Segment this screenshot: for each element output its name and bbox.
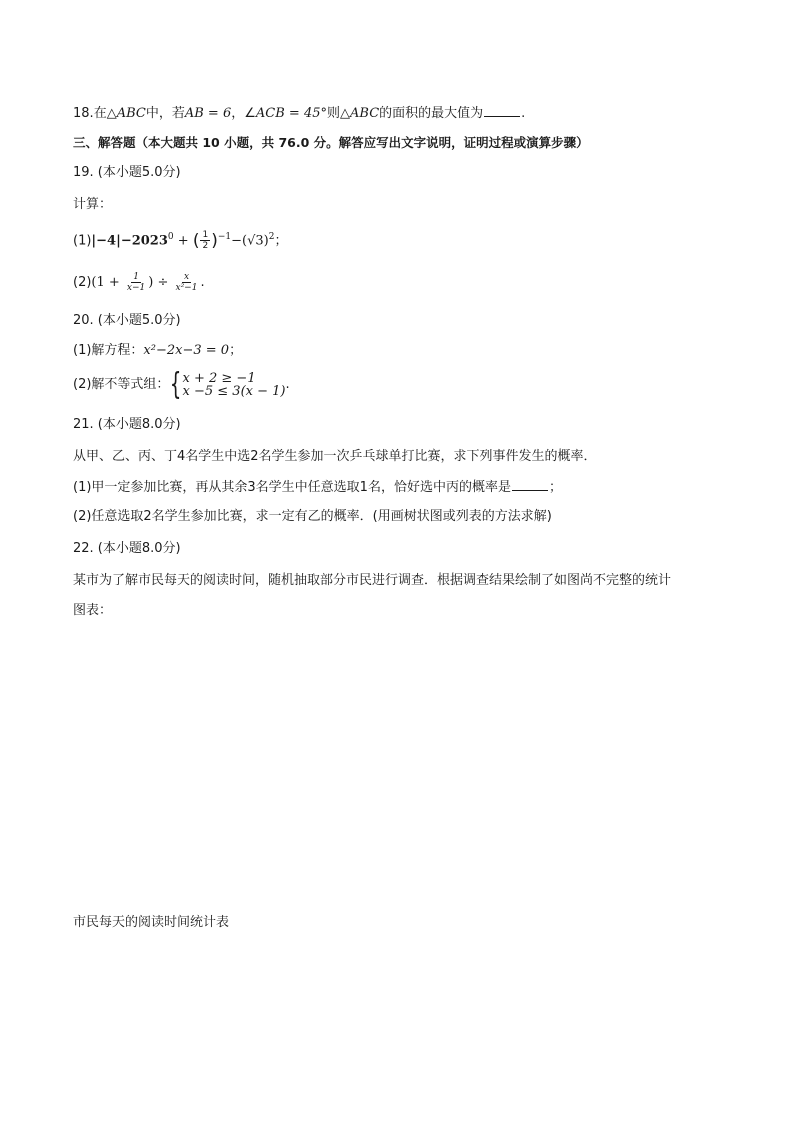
question-19-intro: 计算： — [73, 197, 113, 212]
question-19-header: 19. (本小题5.0分) — [73, 165, 181, 180]
question-22-line-1: 某市为了解市民每天的阅读时间，随机抽取部分市民进行调查．根据调查结果绘制了如图尚不完整的统计 — [73, 573, 672, 588]
question-22-header: 22. (本小题8.0分) — [73, 541, 181, 556]
question-21-part-2: (2)任意选取2名学生参加比赛，求一定有乙的概率．(用画树状图或列表的方法求解) — [73, 509, 552, 524]
question-18: 18.在△ABC中，若AB = 6，∠ACB = 45°则△ABC的面积的最大值为 . — [73, 106, 526, 121]
question-21-header: 21. (本小题8.0分) — [73, 417, 181, 432]
answer-blank — [484, 104, 520, 117]
brace-icon: { — [170, 366, 182, 402]
question-19-part-1: $(1)|-4|-2023^0$ + ( $\frac{1}{2}$ )$^{-1}-(√3)^2$； — [73, 230, 288, 252]
table-caption: 市民每天的阅读时间统计表 — [73, 915, 230, 930]
section-heading: 三、解答题（本大题共 10 小题，共 76.0 分。解答应写出文字说明，证明过程或演算步骤） — [73, 135, 589, 150]
question-21-intro: 从甲、乙、丙、丁4名学生中选2名学生参加一次乒乓球单打比赛，求下列事件发生的概率． — [73, 449, 597, 464]
fraction: $\frac{x}{\text{x²−1}}$ — [175, 272, 198, 293]
fraction: $\frac{1}{2}$ — [202, 230, 209, 252]
inequality-system: x + 2 ≥ −1 x −5 ≤ 3(x − 1) — [182, 370, 286, 399]
answer-blank — [512, 478, 548, 491]
question-20-header: 20. (本小题5.0分) — [73, 313, 181, 328]
question-22-line-2: 图表： — [73, 603, 113, 618]
question-19-part-2: (2)(1 + $\frac{1}{x-1}$ ) ÷ $\frac{x}{\text{x²−1}}$ . — [73, 272, 205, 293]
fraction: $\frac{1}{x-1}$ — [126, 272, 146, 293]
question-20-part-1: (1)解方程：x²−2x−3 = 0； — [73, 343, 243, 358]
question-21-part-1: (1)甲一定参加比赛，再从其余3名学生中任意选取1名，恰好选中丙的概率是 ； — [73, 480, 562, 495]
question-20-part-2: (2)解不等式组：{ x + 2 ≥ −1 x −5 ≤ 3(x − 1) . — [73, 366, 290, 402]
